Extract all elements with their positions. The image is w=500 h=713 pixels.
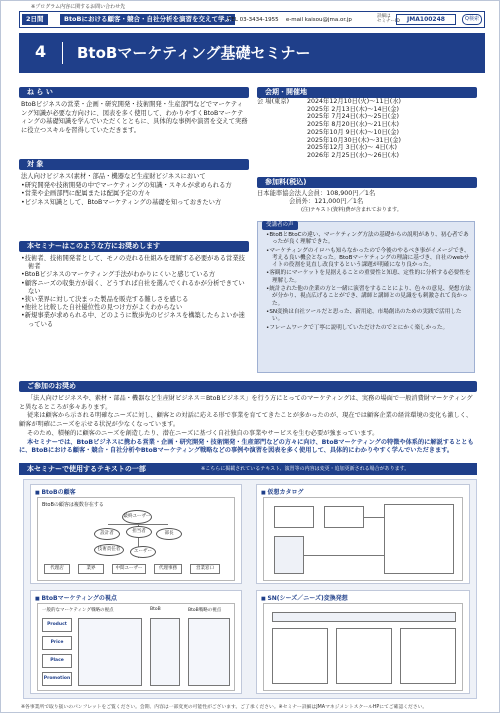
panel-figure (37, 497, 235, 581)
recommend-p1: 「法人向けビジネスや、素材・部品・機器など生産財ビジネス＝BtoBビジネス」を行う方にとってのマーケティングは、実務の場面で一般消費財マーケティングと異なるところが多々あります。 (19, 395, 473, 411)
seminar-id: JMA100248 (396, 14, 456, 25)
aims-heading: ね ら い (19, 87, 249, 98)
figure-block (188, 618, 230, 686)
schedule-row: 2025年10月 9日(木)～10日(金) (307, 128, 399, 136)
panel-figure (37, 603, 235, 691)
figure-node: 最終ユーザー (122, 510, 152, 524)
panel-label: ■ BtoBの顧客 (35, 487, 76, 496)
voices-tag: 受講者の声 (262, 221, 298, 230)
figure-box: 営業窓口 (190, 564, 220, 574)
target-heading: 対 象 (19, 159, 249, 170)
panel-caption: BtoBの顧客は複数存在する (42, 502, 104, 508)
fee-block (257, 190, 477, 214)
sample-pages (23, 479, 477, 699)
recommend-body (19, 395, 477, 457)
col-head: BtoB (150, 607, 161, 612)
catalog-block (324, 506, 364, 528)
sample-panel-viewpoint (30, 590, 242, 694)
participant-voices (257, 221, 475, 373)
catalog-block (384, 504, 454, 574)
4p-row: Price (42, 636, 72, 650)
footer-note: ※各事業所で取り扱いのパンフレットをご覧ください。会期、内容は一部変更の可能性がございます。ご了承ください。※セミナー詳細はJMAマネジメントスクールHPにてご確認ください。 (21, 705, 428, 710)
4p-row: Promotion (42, 672, 72, 686)
target-item: •ビジネス知識として、BtoBマーケティングの基礎を知っておきたい方 (21, 198, 222, 206)
voice-item: •SN変換は自社ツールだと思った、新用途、市場創出のための実践で活用したい。 (266, 308, 462, 323)
4p-row: Product (42, 618, 72, 632)
samples-heading-bar (19, 463, 477, 475)
figure-box: 中間ユーザー (112, 564, 146, 574)
schedule-row: 2025年 8月20日(水)～21日(木) (307, 121, 399, 129)
target-item: •研究開発や技術開発の中でマーケティングの知識・スキルが求められる方 (21, 181, 232, 189)
recommend-p4: 本セミナーでは、BtoBビジネスに携わる営業・企画・研究開発・技術開発・生産部門などの方々に向け、BtoBマーケティングの特徴や体系的に解説するとともに、BtoBにおける顧客・競合・自社分析やBtoBマーケティング戦略などの事例や演習を図表を多く使用して、具体的にわかりやすく学んでいただきます。 (19, 438, 474, 455)
recommend-p3: そのため、積極的に顧客のニーズを創造したり、潜在ニーズに基づく自社独自の事業やサービスを生む必要が強まっています。 (27, 429, 379, 437)
voice-item: •BtoBとBtoCの違い、マーケティング方法の基礎からの説明があり、初心者であったが良く理解できた。 (266, 232, 469, 246)
schedule-heading: 会期・開催地 (257, 87, 477, 98)
figure-node: 技術責任者 (94, 544, 124, 556)
fee-heading: 参加料(税込) (257, 177, 477, 188)
page-title: BtoBマーケティング基礎セミナー (77, 44, 311, 62)
figure-block (272, 628, 328, 684)
seminar-number: 4 (35, 42, 47, 61)
4p-row: Place (42, 654, 72, 668)
schedule-list (257, 98, 477, 160)
strip-title: BtoBにおける顧客・競合・自社分析を演習を交えて学ぶ (60, 14, 235, 25)
col-head: 一般的なマーケティング戦略の視点 (42, 608, 114, 613)
catalog-image (274, 536, 304, 574)
target-item: •営業や企画部門に配属または配属予定の方々 (21, 190, 151, 198)
panel-label: ■ 仮想カタログ (261, 487, 303, 496)
figure-block (400, 628, 456, 684)
panel-figure (263, 603, 463, 691)
recommend-heading: ご参加のお奨め (19, 381, 477, 392)
target-intro: 法人向けビジネス(素材・部品・機器など生産財ビジネスにおいて (21, 173, 206, 180)
figure-box: 業界 (78, 564, 104, 574)
top-note: ※プログラム内容に関するお問い合わせ先 (31, 4, 126, 10)
fee-nonmember: 会員外：121,000円／1名 (289, 198, 364, 205)
samples-note: ※こちらに掲載されているテキスト、演習等の内容は変更・追加更新される場合があります。 (201, 466, 410, 472)
figure-line (364, 517, 384, 518)
audience-item: •BtoBビジネスのマーケティング手法がわかりにくいと感じている方 (21, 271, 216, 279)
audience-list (21, 255, 249, 329)
contact-info[interactable]: TEL 03-3434-1955 e-mail kaisou@jma.or.jp (228, 17, 352, 23)
schedule-row: 2025年12月 3日(水)～ 4日(木) (307, 144, 397, 152)
audience-item: •新規事業が求められる中、どのように数歩先のビジネスを構築したらよいか迷っている (21, 312, 245, 328)
fee-member: 日本能率協会法人会員：108,900円／1名 (257, 190, 376, 197)
voice-item: •客観的にマーケットを見据えることの重要性と知恵、定性的に分析する必要性を理解した。 (266, 270, 471, 284)
panel-figure (263, 497, 463, 581)
audience-item: •狭い業界に対して決まった製品を販売する難しさを感じる (21, 296, 189, 304)
figure-block (150, 618, 180, 686)
schedule-row: 2026年 2月25日(水)～26日(木) (307, 151, 399, 159)
catalog-block (274, 506, 314, 528)
seminar-id-label: 詳細は セミナーID (377, 14, 400, 24)
voice-item: •フレームワークで丁寧に説明していただけたのでとにかく楽しかった。 (266, 324, 449, 331)
audience-item: •顧客ニーズの収集方が弱く、どうすれば自社を選んでくれるかが分析できていない (21, 279, 245, 295)
info-strip (19, 11, 485, 28)
sample-panel-customers (30, 484, 242, 584)
title-band (19, 33, 485, 73)
panel-label: ■ SN(シーズ／ニーズ)変換発想 (261, 593, 348, 602)
aims-body: BtoBビジネスの営業・企画・研究開発・技術開発・生産部門などでマーケティング知識が必要な方向けに、図表を多く使用して、わかりやすくBtoBマーケティングの基礎知識を学んでいただくとともに、具体的な事例や演習を交えて実務に役立つスキルを習得していただきます。 (21, 101, 248, 134)
recommend-p2: 従来は顧客から示される明確なニーズに対し、顧客との対話に応える形で事業を育ててきたことが多かったのが、現在では顧客企業の経営環境の変化も激しく、顧客が明確にニーズを示せる状況が少なくなっています。 (19, 412, 473, 429)
voice-item: •マーケティングのイロハも知らなかったので今後のやるべき事がイメージでき、考える良い機会となった。BtoBマーケティングの理論に基づき、自社のwebサイトの役割を見直し改良するという課題が明確になり良かった。 (266, 247, 470, 269)
figure-box: 代理事務 (154, 564, 182, 574)
figure-line (304, 555, 384, 556)
duration-badge: 2日間 (22, 14, 48, 25)
samples-heading: 本セミナーで使用するテキストの一部 (27, 465, 146, 473)
title-divider (62, 42, 63, 64)
figure-block (78, 618, 142, 686)
figure-box: 代理店 (44, 564, 70, 574)
audience-heading: 本セミナーはこのような方にお奨めします (19, 241, 249, 252)
figure-node: 部長 (156, 528, 182, 540)
sample-panel-sn (256, 590, 470, 694)
schedule-row: 2025年 7月24日(木)～25日(金) (307, 113, 399, 121)
figure-block (336, 628, 392, 684)
panel-label: ■ BtoBマーケティングの視点 (35, 593, 117, 602)
audience-item: •他社と比較した自社優位性の見つけ方がよくわからない (21, 304, 183, 312)
figure-node: 担当者 (126, 526, 152, 538)
target-body (21, 173, 249, 207)
audience-item: •技術者、技術開発者として、モノの売れる仕組みを理解する必要がある営業技術者 (21, 255, 245, 271)
sample-panel-catalog (256, 484, 470, 584)
search-button[interactable]: Q検索 (462, 14, 482, 25)
figure-node: 設計者 (94, 528, 120, 540)
figure-node: ユーザー (130, 546, 156, 558)
figure-block (272, 612, 456, 622)
col-head: BtoB戦略の視点 (188, 608, 222, 613)
schedule-row: 2025年10月30日(木)～31日(金) (307, 136, 401, 144)
schedule-row: 会 場(東京) 2024年12月10日(火)～11日(水) (257, 98, 401, 105)
voice-item: •統計された他の企業の方と一緒に演習をすることにより、色々の意見、発想方法が分かり、視点広げることができ、講師と講師との見識をも刺激されて良かった。 (266, 286, 471, 307)
schedule-row: 2025年 2月13日(木)～14日(金) (307, 105, 399, 113)
fee-note: (注)テキスト(資料)費が含まれております。 (301, 207, 402, 213)
